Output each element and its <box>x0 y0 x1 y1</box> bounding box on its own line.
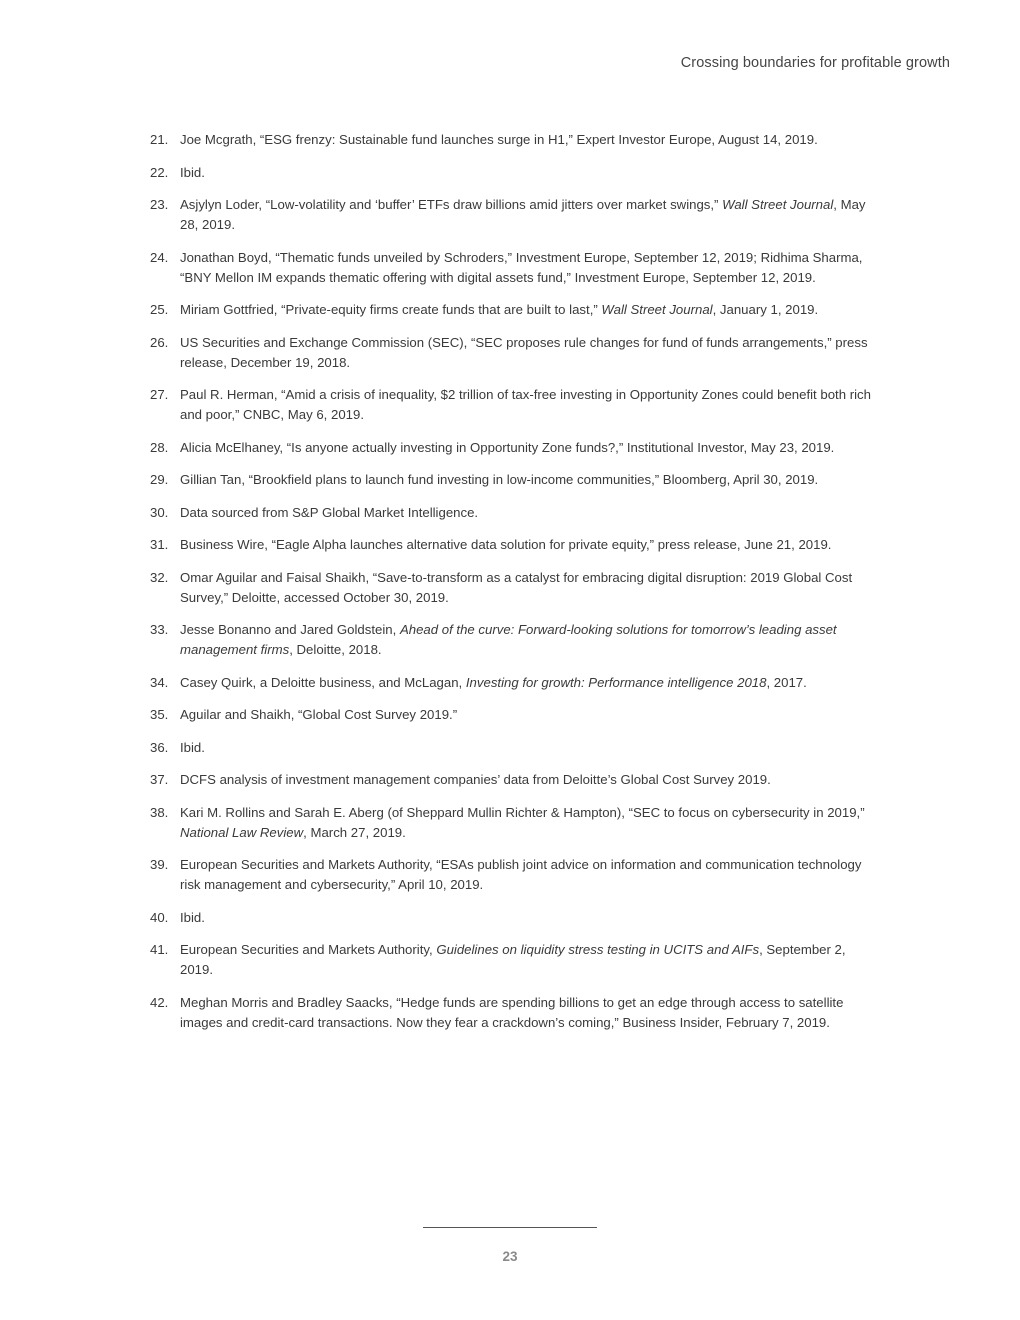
endnote-italic-title: Ahead of the curve: Forward-looking solutions for tomorrow’s leading asset management firms <box>180 622 837 657</box>
endnote-item <box>150 438 872 458</box>
endnote-item <box>150 248 872 288</box>
endnote-text-segment: Paul R. Herman, “Amid a crisis of inequality, $2 trillion of tax-free investing in Opportunity Zones could benefit both rich and poor,” CNBC, May 6, 2019. <box>180 387 871 422</box>
endnote-text <box>180 130 872 150</box>
endnote-number: 37. <box>150 772 169 787</box>
endnote-item <box>150 568 872 608</box>
endnote-text <box>180 908 872 928</box>
endnote-text <box>180 333 872 373</box>
endnote-text <box>180 385 872 425</box>
endnote-text <box>180 620 872 660</box>
endnote-item <box>150 993 872 1033</box>
endnote-item <box>150 333 872 373</box>
endnote-text-segment: Ibid. <box>180 909 205 925</box>
endnote-text <box>180 993 872 1033</box>
endnote-number: 41. <box>150 942 169 957</box>
endnote-item <box>150 855 872 895</box>
endnote-number: 22. <box>150 164 169 180</box>
endnote-text <box>180 438 872 458</box>
endnote-text-segment: Jesse Bonanno and Jared Goldstein, <box>180 622 400 637</box>
endnote-number: 42. <box>150 994 169 1010</box>
endnote-text-segment: Joe Mcgrath, “ESG frenzy: Sustainable fund launches surge in H1,” Expert Investor Europe, August 14, 2019. <box>180 132 818 147</box>
endnote-text-segment: Asjylyn Loder, “Low-volatility and ‘buffer’ ETFs draw billions amid jitters over market swings,” <box>180 197 723 212</box>
endnote-text-segment: , September 2, 2019. <box>180 942 846 977</box>
endnote-item <box>150 385 872 425</box>
endnote-number: 24. <box>150 249 169 265</box>
endnote-item <box>150 535 872 555</box>
endnote-text <box>180 503 872 523</box>
endnote-text-segment: Miriam Gottfried, “Private-equity firms create funds that are built to last,” <box>180 302 602 317</box>
endnote-number: 33. <box>150 622 169 637</box>
endnote-number: 21. <box>150 132 169 147</box>
endnote-text <box>180 673 872 693</box>
endnote-text-segment: US Securities and Exchange Commission (SEC), “SEC proposes rule changes for fund of funds arrangements,” press release, December 19, 2018. <box>180 334 868 370</box>
endnote-text-segment: Aguilar and Shaikh, “Global Cost Survey 2019.” <box>180 707 458 722</box>
endnote-number: 28. <box>150 439 169 455</box>
endnote-item <box>150 195 872 235</box>
endnote-text-segment: DCFS analysis of investment management companies’ data from Deloitte’s Global Cost Survey 2019. <box>180 772 771 787</box>
endnote-text <box>180 535 872 555</box>
endnote-item <box>150 620 872 660</box>
endnote-text-segment: Ibid. <box>180 164 205 180</box>
endnote-item <box>150 803 872 843</box>
endnote-text-segment: Ibid. <box>180 739 205 755</box>
endnote-text <box>180 855 872 895</box>
endnote-italic-title: Guidelines on liquidity stress testing in UCITS and AIFs <box>436 942 760 957</box>
footer-divider <box>423 1227 597 1228</box>
page-number: 23 <box>502 1249 518 1264</box>
endnotes-list <box>150 130 872 1045</box>
endnote-text-segment: , January 1, 2019. <box>712 302 819 317</box>
endnote-text <box>180 248 872 288</box>
endnote-number: 29. <box>150 472 169 487</box>
endnote-text <box>180 300 872 320</box>
running-header-title: Crossing boundaries for profitable growth <box>680 55 950 71</box>
endnote-item <box>150 163 872 183</box>
endnote-italic-title: Investing for growth: Performance intelligence 2018 <box>465 674 767 690</box>
endnote-text-segment: , March 27, 2019. <box>303 824 406 840</box>
endnote-text-segment: Gillian Tan, “Brookfield plans to launch fund investing in low-income communities,” Bloomberg, April 30, 2019. <box>180 472 819 487</box>
endnote-text <box>180 568 872 608</box>
endnote-item <box>150 130 872 150</box>
endnote-item <box>150 908 872 928</box>
endnote-number: 36. <box>150 739 169 755</box>
endnote-text-segment: Jonathan Boyd, “Thematic funds unveiled by Schroders,” Investment Europe, September 12, 2019; Ridhima Sharma, “BNY Mellon IM expands thematic offering with digital assets fund,” Investment Europe, September 12, 2019. <box>180 249 863 285</box>
endnote-text <box>180 940 872 980</box>
endnote-number: 30. <box>150 504 169 520</box>
endnote-item <box>150 503 872 523</box>
endnote-text <box>180 770 872 790</box>
endnote-text-segment: Data sourced from S&P Global Market Intelligence. <box>180 504 479 520</box>
endnote-text-segment: , 2017. <box>766 674 807 690</box>
endnote-number: 31. <box>150 537 169 552</box>
endnote-number: 35. <box>150 707 169 722</box>
endnote-number: 23. <box>150 197 169 212</box>
endnote-item <box>150 738 872 758</box>
endnote-text <box>180 738 872 758</box>
endnote-text-segment: Meghan Morris and Bradley Saacks, “Hedge funds are spending billions to get an edge through access to satellite images and credit-card transactions. Now they fear a crackdown’s coming,” Business Insider, February 7, 2019. <box>180 994 844 1030</box>
endnote-number: 25. <box>150 302 169 317</box>
endnote-text-segment: Casey Quirk, a Deloitte business, and McLagan, <box>180 674 466 690</box>
endnote-text <box>180 195 872 235</box>
endnote-number: 27. <box>150 387 169 402</box>
endnote-item <box>150 673 872 693</box>
endnote-italic-title: Wall Street Journal <box>601 302 713 317</box>
endnote-text-segment: Business Wire, “Eagle Alpha launches alternative data solution for private equity,” press release, June 21, 2019. <box>180 537 832 552</box>
endnote-text-segment: Omar Aguilar and Faisal Shaikh, “Save-to-transform as a catalyst for embracing digital disruption: 2019 Global Cost Survey,” Deloitte, accessed October 30, 2019. <box>180 569 853 605</box>
endnote-text-segment: Alicia McElhaney, “Is anyone actually investing in Opportunity Zone funds?,” Institutional Investor, May 23, 2019. <box>180 439 835 455</box>
endnote-text-segment: European Securities and Markets Authority, “ESAs publish joint advice on information and communication technology risk management and cybersecurity,” April 10, 2019. <box>180 857 862 892</box>
endnote-text-segment: European Securities and Markets Authority, <box>180 942 437 957</box>
endnote-text-segment: Kari M. Rollins and Sarah E. Aberg (of Sheppard Mullin Richter & Hampton), “SEC to focus on cybersecurity in 2019,” <box>180 804 865 820</box>
endnote-text <box>180 705 872 725</box>
endnote-item <box>150 770 872 790</box>
endnote-item <box>150 705 872 725</box>
endnote-text <box>180 470 872 490</box>
endnote-text-segment: , May 28, 2019. <box>180 197 866 232</box>
endnote-item <box>150 940 872 980</box>
endnote-italic-title: Wall Street Journal <box>722 197 834 212</box>
endnote-number: 26. <box>150 334 169 350</box>
endnote-text <box>180 163 872 183</box>
endnote-text <box>180 803 872 843</box>
endnote-italic-title: National Law Review <box>180 824 304 840</box>
endnote-number: 40. <box>150 909 169 925</box>
endnote-number: 34. <box>150 674 169 690</box>
endnote-number: 32. <box>150 569 169 585</box>
endnote-text-segment: , Deloitte, 2018. <box>289 642 382 657</box>
endnote-number: 39. <box>150 857 169 872</box>
endnote-number: 38. <box>150 804 169 820</box>
endnote-item <box>150 300 872 320</box>
endnote-item <box>150 470 872 490</box>
